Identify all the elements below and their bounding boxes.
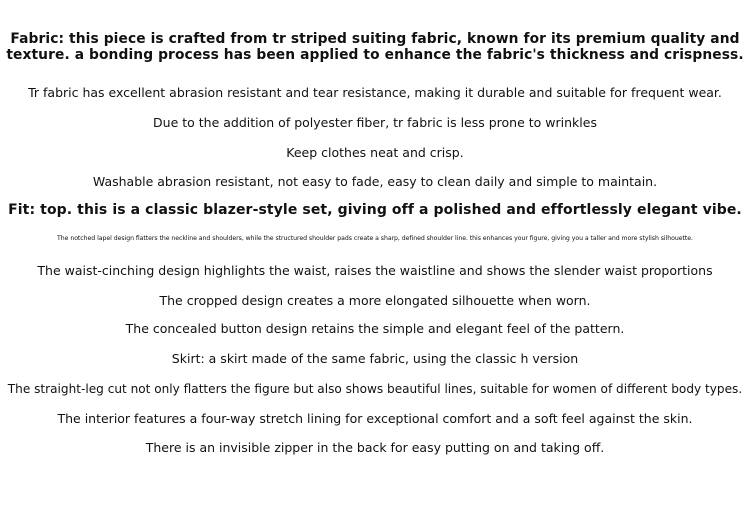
fabric-heading-line-1: Fabric: this piece is crafted from tr striped suiting fabric, known for its premium quality and bbox=[10, 31, 740, 47]
fit-lapel-text: The notched lapel design flatters the neckline and shoulders, while the structured shoulder pads create a sharp, defined shoulder line. this enhances your figure, giving you a taller and more stylish silhouette. bbox=[57, 235, 693, 242]
skirt-heading: Skirt: a skirt made of the same fabric, using the classic h version bbox=[171, 351, 579, 366]
fabric-abrasion-text: Tr fabric has excellent abrasion resistant and tear resistance, making it durable and suitable for frequent wear. bbox=[28, 85, 722, 100]
fabric-heading-line-2: texture. a bonding process has been applied to enhance the fabric's thickness and crispness. bbox=[6, 47, 744, 63]
fabric-washable-text: Washable abrasion resistant, not easy to fade, easy to clean daily and simple to maintain. bbox=[92, 174, 658, 189]
fabric-neat-text: Keep clothes neat and crisp. bbox=[286, 145, 464, 160]
fit-cropped-text: The cropped design creates a more elongated silhouette when worn. bbox=[159, 293, 591, 308]
fabric-polyester-text: Due to the addition of polyester fiber, tr fabric is less prone to wrinkles bbox=[153, 115, 597, 130]
skirt-straight-leg-text: The straight-leg cut not only flatters the figure but also shows beautiful lines, suitable for women of different body types. bbox=[7, 382, 743, 396]
skirt-lining-text: The interior features a four-way stretch lining for exceptional comfort and a soft feel against the skin. bbox=[57, 411, 693, 426]
fit-heading: Fit: top. this is a classic blazer-style set, giving off a polished and effortlessly elegant vibe. bbox=[8, 202, 742, 218]
fit-waist-text: The waist-cinching design highlights the waist, raises the waistline and shows the slender waist proportions bbox=[37, 263, 713, 278]
skirt-zipper-text: There is an invisible zipper in the back for easy putting on and taking off. bbox=[145, 440, 605, 455]
fit-button-text: The concealed button design retains the simple and elegant feel of the pattern. bbox=[125, 321, 625, 336]
